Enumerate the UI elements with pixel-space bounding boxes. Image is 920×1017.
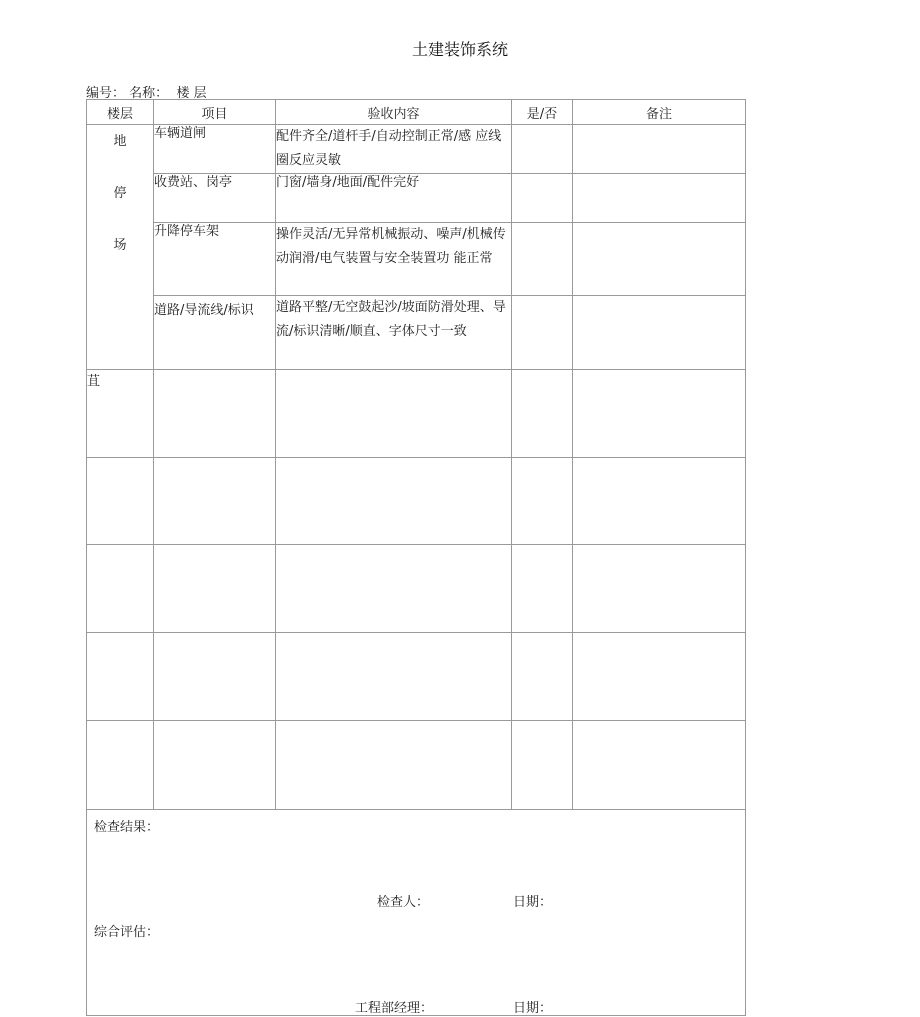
empty-cell[interactable] [87,545,154,633]
empty-cell[interactable] [87,458,154,545]
item-cell: 收费站、岗亭 [154,174,276,223]
empty-cell[interactable] [154,633,276,721]
header-remark: 备注 [573,100,746,125]
empty-cell[interactable] [512,370,573,458]
manager-label: 工程部经理： [355,1001,434,1016]
side-label-cell: 苴 [87,370,154,458]
yesno-cell[interactable] [512,174,573,223]
remark-cell[interactable] [573,125,746,174]
floor-char: 停 [113,186,127,201]
yesno-cell[interactable] [512,125,573,174]
item-cell: 车辆道闸 [154,125,276,174]
empty-cell[interactable] [512,721,573,810]
empty-row [87,633,746,721]
content-cell: 道路平整/无空鼓起沙/坡面防滑处理、导流/标识清晰/顺直、字体尺寸一致 [276,296,512,370]
number-label: 编号： [86,86,126,101]
overall-label: 综合评估： [94,925,160,940]
empty-cell[interactable] [276,458,512,545]
footer-cell [87,810,746,1016]
empty-row [87,721,746,810]
table-row [87,223,746,296]
inspector-label: 检查人： [377,895,430,910]
empty-cell[interactable] [154,721,276,810]
yesno-cell[interactable] [512,223,573,296]
item-cell: 道路/导流线/标识 [154,296,276,370]
header-row [87,100,746,125]
empty-cell[interactable] [512,633,573,721]
remark-cell[interactable] [573,174,746,223]
content-cell: 门窗/墙身/地面/配件完好 [276,174,512,223]
table-row [87,174,746,223]
empty-cell[interactable] [512,458,573,545]
header-content: 验收内容 [276,100,512,125]
empty-cell[interactable] [154,458,276,545]
remark-cell[interactable] [573,223,746,296]
empty-row [87,458,746,545]
empty-cell[interactable] [154,370,276,458]
remark-cell[interactable] [573,296,746,370]
floor-group-cell [87,125,154,370]
yesno-cell[interactable] [512,296,573,370]
table-row [87,125,746,174]
content-cell: 配件齐全/道杆手/自动控制正常/感 应线圈反应灵敏 [276,125,512,174]
footer-row [87,810,746,1016]
date-label: 日期： [513,895,553,910]
empty-row [87,545,746,633]
empty-cell[interactable] [573,545,746,633]
empty-cell[interactable] [573,370,746,458]
header-floor: 楼层 [87,100,154,125]
floor-char: 地 [113,134,127,149]
inspection-table [86,99,746,1016]
empty-cell[interactable] [154,545,276,633]
empty-cell[interactable] [276,633,512,721]
table-row [87,296,746,370]
name-label: 名称： [129,86,169,101]
empty-cell[interactable] [276,721,512,810]
header-item: 项目 [154,100,276,125]
document-title: 土建装饰系统 [411,40,508,59]
empty-cell[interactable] [87,633,154,721]
date-label: 日期： [513,1001,553,1016]
empty-cell[interactable] [276,545,512,633]
empty-row [87,370,746,458]
empty-cell[interactable] [276,370,512,458]
empty-cell[interactable] [512,545,573,633]
floor-label: 楼 层 [176,86,207,101]
floor-char: 场 [113,238,127,253]
item-cell: 升降停车架 [154,223,276,296]
empty-cell[interactable] [573,633,746,721]
empty-cell[interactable] [573,721,746,810]
content-cell: 操作灵活/无异常机械振动、噪声/机械传动润滑/电气装置与安全装置功 能正常 [276,223,512,296]
header-yesno: 是/否 [512,100,573,125]
check-result-label: 检查结果： [94,820,160,835]
empty-cell[interactable] [87,721,154,810]
empty-cell[interactable] [573,458,746,545]
